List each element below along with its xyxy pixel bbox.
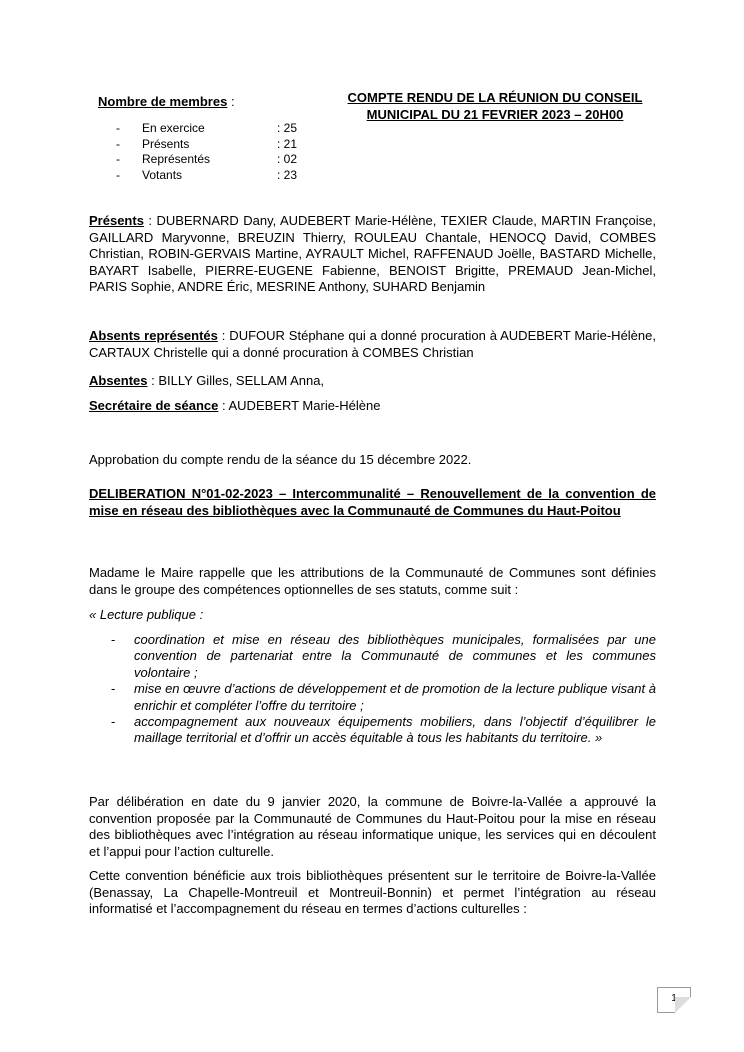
- list-dash: -: [111, 681, 116, 697]
- members-dash: -: [116, 121, 120, 135]
- absents-representes-text: : DUFOUR Stéphane qui a donné procuration à AUDEBERT Marie-Hélène, CARTAUX Christelle qui a donné procuration à COMBES Christian: [89, 328, 656, 360]
- list-item-text: mise en œuvre d’actions de développement et de promotion de la lecture publique visant à enrichir et compléter l’offre du territoire ;: [134, 681, 656, 713]
- presents-text: : DUBERNARD Dany, AUDEBERT Marie-Hélène, TEXIER Claude, MARTIN Françoise, GAILLARD Maryvonne, BREUZIN Thierry, ROULEAU Chantale, HENOCQ David, COMBES Christian, ROBIN-GERVAIS Martine, AYRAULT Michel, RAFFENAUD Joëlle, BASTARD Michelle, BAYART Isabelle, PIERRE-EUGENE Fabienne, BENOIST Brigitte, PREMAUD Jean-Michel, PARIS Sophie, ANDRE Éric, MESRINE Anthony, SUHARD Benjamin: [89, 213, 656, 295]
- list-dash: -: [111, 714, 116, 730]
- absentes-label: Absentes: [89, 373, 148, 388]
- members-value: : 23: [277, 167, 298, 182]
- competences-list: [89, 632, 656, 747]
- list-dash: -: [111, 632, 116, 647]
- members-row: [116, 121, 316, 137]
- list-item: [89, 714, 656, 747]
- members-title-suffix: :: [227, 94, 235, 109]
- list-item-text: accompagnement aux nouveaux équipements mobiliers, dans l’objectif d’équilibrer le maillage territorial et d’offrir un accès équitable à tous les habitants du territoire. »: [134, 714, 656, 746]
- document-title-line1: COMPTE RENDU DE LA RÉUNION DU CONSEIL: [347, 90, 643, 105]
- members-label: Présents: [142, 136, 190, 151]
- document-title: [325, 89, 665, 123]
- members-row: [116, 152, 316, 168]
- secretaire-paragraph: [89, 398, 656, 415]
- members-dash: -: [116, 167, 120, 182]
- absents-representes-paragraph: [89, 328, 656, 361]
- members-value: : 25: [277, 121, 298, 135]
- document-title-line2: MUNICIPAL DU 21 FEVRIER 2023 – 20H00: [366, 107, 624, 122]
- absentes-text: : BILLY Gilles, SELLAM Anna,: [147, 373, 325, 388]
- list-item: [89, 681, 656, 714]
- members-dash: -: [116, 152, 120, 166]
- quote-intro: « Lecture publique :: [89, 607, 204, 622]
- presents-paragraph: [89, 213, 656, 296]
- members-label: Représentés: [142, 152, 211, 166]
- paragraph-convention: Par délibération en date du 9 janvier 2020, la commune de Boivre-la-Vallée a approuvé la convention proposée par la Communauté de Communes du Haut-Poitou pour la mise en réseau des bibliothèques avec l’intégration au réseau informatique unique, les services qui en découlent et l’appui pour l’action culturelle.: [89, 794, 656, 859]
- secretaire-text: : AUDEBERT Marie-Hélène: [218, 398, 381, 413]
- absents-representes-label: Absents représentés: [89, 328, 218, 343]
- absentes-paragraph: [89, 373, 656, 390]
- paragraph-bibliotheques: Cette convention bénéficie aux trois bibliothèques présentent sur le territoire de Boivre-la-Vallée (Benassay, La Chapelle-Montreuil et Montreuil-Bonnin) et permet l’intégration au réseau informatisé et l’accompagnement du réseau en termes d’actions culturelles :: [89, 868, 656, 917]
- members-label: Votants: [142, 167, 183, 182]
- page-number: 1: [671, 993, 677, 1004]
- members-label: En exercice: [142, 121, 205, 135]
- members-value: : 21: [277, 136, 298, 151]
- list-item: [89, 632, 656, 681]
- members-list: [116, 121, 316, 183]
- intro-paragraph: Madame le Maire rappelle que les attributions de la Communauté de Communes sont définies dans le groupe des compétences optionnelles de ses statuts, comme suit :: [89, 565, 656, 597]
- approbation-paragraph: Approbation du compte rendu de la séance du 15 décembre 2022.: [89, 452, 472, 467]
- presents-label: Présents: [89, 213, 144, 228]
- members-row: [116, 137, 316, 153]
- members-value: : 02: [277, 152, 298, 166]
- members-heading: [98, 94, 235, 109]
- deliberation-title: DELIBERATION N°01-02-2023 – Intercommunalité – Renouvellement de la convention de mise en réseau des bibliothèques avec la Communauté de Communes du Haut-Poitou: [89, 486, 656, 518]
- members-title: Nombre de membres: [98, 94, 228, 109]
- members-row: [116, 168, 316, 184]
- secretaire-label: Secrétaire de séance: [89, 398, 219, 413]
- list-item-text: coordination et mise en réseau des bibliothèques municipales, formalisées par une convention de partenariat entre la Communauté de communes et les communes volontaire ;: [134, 632, 656, 680]
- members-dash: -: [116, 136, 120, 151]
- page-fold-corner: [675, 997, 691, 1013]
- page-number-box: [657, 987, 691, 1013]
